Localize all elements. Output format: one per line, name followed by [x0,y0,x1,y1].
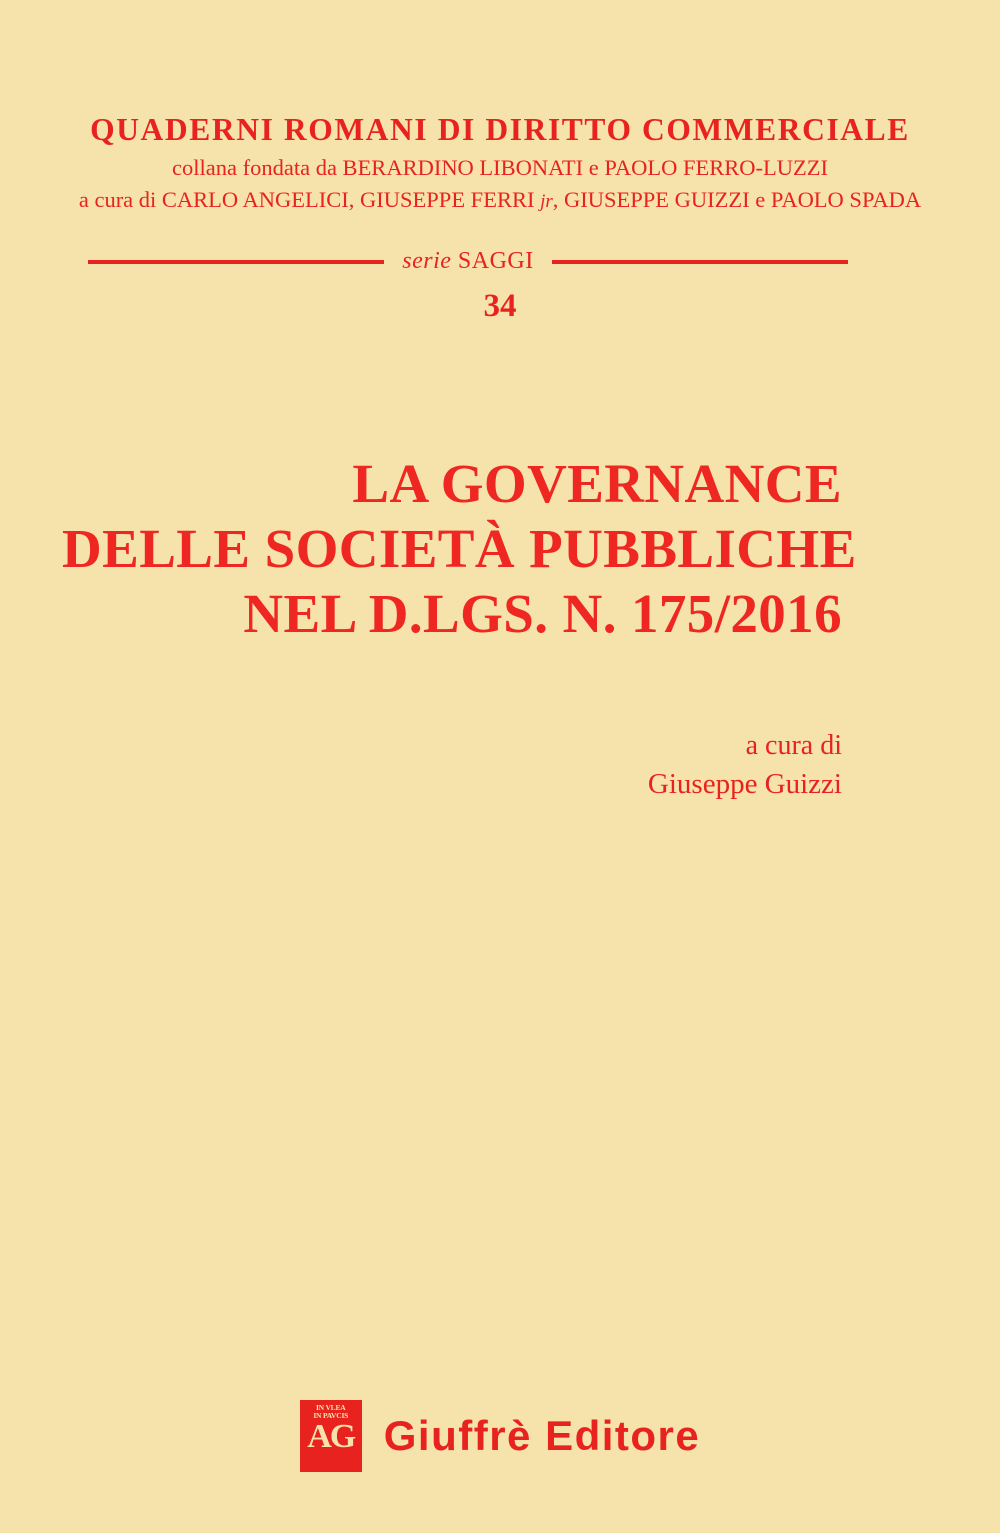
credit-role: a cura di [745,730,842,761]
series-number: 34 [483,288,517,324]
title-line-2: DELLE SOCIETÀ PUBBLICHE [62,517,857,579]
publisher-block [0,1400,1000,1472]
giuffre-logo-icon [300,1400,362,1472]
logo-motto-line-1: IN VLEA [315,1403,346,1412]
series-editors [0,186,1000,214]
editor-credit [142,728,842,803]
divider-left [88,260,384,264]
title-line-1: LA GOVERNANCE [352,453,842,514]
logo-initials: AG [307,1417,355,1455]
series-founders: collana fondata da BERARDINO LIBONATI e PAOLO FERRO-LUZZI [172,155,828,181]
series-editors-jr: jr [540,191,553,213]
serie-label-name: SAGGI [457,248,534,274]
serie-label-italic: serie [402,248,458,274]
series-editors-suffix: , GIUSEPPE GUIZZI e PAOLO SPADA [552,187,922,213]
serie-divider-row [88,248,848,275]
page-title [62,452,857,647]
series-header [0,112,1000,214]
title-line-3: NEL D.LGS. N. 175/2016 [243,582,842,644]
series-editors-prefix: a cura di CARLO ANGELICI, GIUSEPPE FERRI [78,187,541,213]
divider-right [552,260,848,264]
logo-motto-line-2: IN PAVCIS [313,1410,349,1420]
credit-editor-name: Giuseppe Guizzi [647,767,842,800]
publisher-name: Giuffrè Editore [383,1412,701,1459]
serie-label [402,248,534,275]
series-title: QUADERNI ROMANI DI DIRITTO COMMERCIALE [90,112,910,147]
